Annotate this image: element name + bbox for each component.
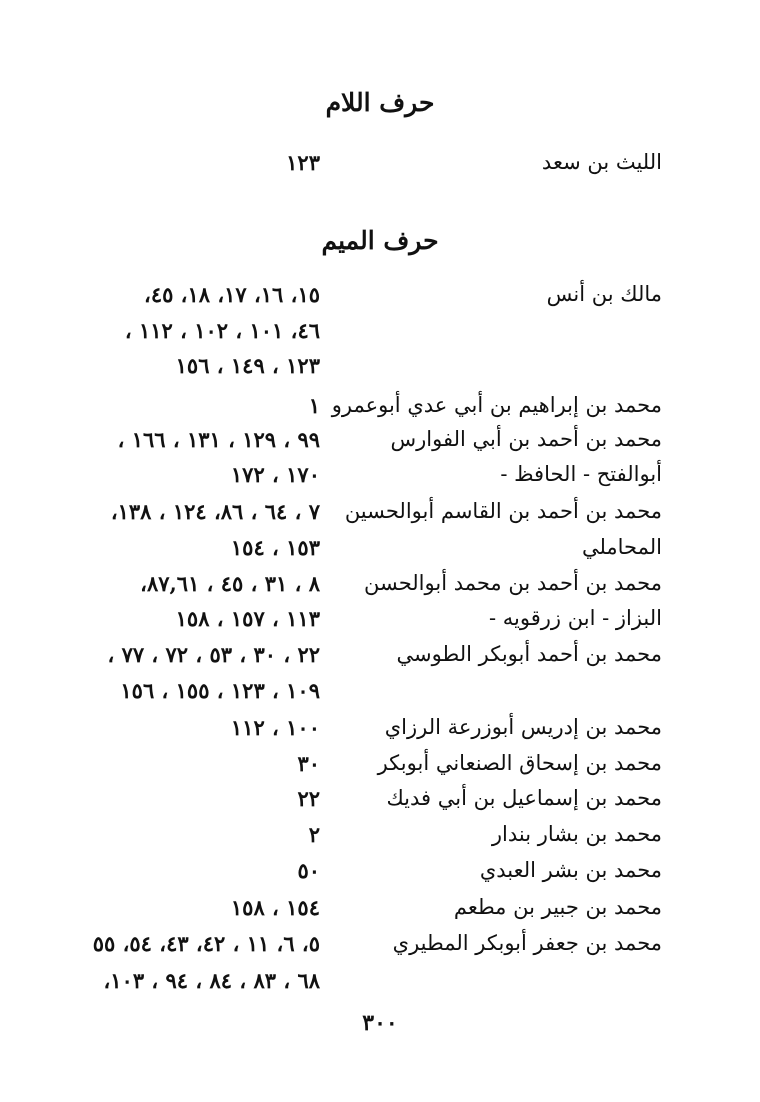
- entry-pages: ٤٦، ١٠١ ، ١٠٢ ، ١١٢ ،: [124, 318, 320, 343]
- entry-pages: ٦٨ ، ٨٣ ، ٨٤ ، ٩٤ ، ١٠٣،: [103, 968, 320, 993]
- entry-name: محمد بن إسحاق الصنعاني أبوبكر: [377, 751, 662, 775]
- entry-pages: ١٢٣: [286, 150, 320, 175]
- entry-name: محمد بن بشر العبدي: [479, 858, 662, 882]
- entry-name: محمد بن أحمد بن محمد أبوالحسن: [364, 571, 662, 595]
- index-entry-continuation: [0, 462, 760, 498]
- entry-pages: ١٥٣ ، ١٥٤: [230, 535, 320, 560]
- page-number: ٣٠٠: [362, 1010, 398, 1036]
- entry-name: محمد بن أحمد بن أبي الفوارس: [390, 427, 662, 451]
- entry-pages: ١٠٠ ، ١١٢: [230, 715, 320, 740]
- entry-pages: ٩٩ ، ١٢٩ ، ١٣١ ، ١٦٦ ،: [117, 427, 320, 452]
- entry-pages: ٢٢: [297, 786, 320, 811]
- index-entry-continuation: [0, 678, 760, 714]
- index-entry: [0, 150, 760, 186]
- index-entry: [0, 571, 760, 607]
- index-entry: [0, 751, 760, 787]
- index-entry: [0, 931, 760, 967]
- index-entry: [0, 282, 760, 318]
- entry-pages: ٨ ، ٣١ ، ٤٥ ، ٨٧,٦١،: [140, 571, 320, 596]
- entry-pages: ٢: [308, 822, 320, 847]
- entry-name: محمد بن بشار بندار: [491, 822, 662, 846]
- entry-name: محمد بن إبراهيم بن أبي عدي أبوعمرو: [331, 393, 662, 417]
- index-entry: [0, 822, 760, 858]
- section-heading-mim: حرف الميم: [321, 226, 439, 255]
- entry-pages: ١٥، ١٦، ١٧، ١٨، ٤٥،: [144, 282, 320, 307]
- entry-name: محمد بن إسماعيل بن أبي فديك: [386, 786, 662, 810]
- index-entry-continuation: [0, 535, 760, 571]
- entry-name: محمد بن جعفر أبوبكر المطيري: [392, 931, 662, 955]
- entry-name: الليث بن سعد: [541, 150, 662, 174]
- index-entry-continuation: [0, 606, 760, 642]
- index-entry-continuation: [0, 968, 760, 1004]
- entry-pages: ١١٣ ، ١٥٧ ، ١٥٨: [175, 606, 320, 631]
- entry-pages: ٧ ، ٦٤ ، ٨٦، ١٢٤ ، ١٣٨،: [110, 499, 320, 524]
- entry-name: محمد بن إدريس أبوزرعة الرزاي: [384, 715, 662, 739]
- entry-name: محمد بن جبير بن مطعم: [453, 895, 662, 919]
- index-entry: [0, 393, 760, 429]
- index-entry: [0, 499, 760, 535]
- index-entry: [0, 642, 760, 678]
- entry-pages: ٥٠: [297, 858, 320, 883]
- entry-pages: ١٧٠ ، ١٧٢: [230, 462, 320, 487]
- entry-pages: ٣٠: [297, 751, 320, 776]
- index-entry-continuation: [0, 353, 760, 389]
- entry-name: أبوالفتح - الحافظ -: [500, 462, 662, 486]
- entry-name: البزاز - ابن زرقويه -: [489, 606, 662, 630]
- index-entry: [0, 858, 760, 894]
- entry-pages: ١: [308, 393, 320, 418]
- index-entry: [0, 715, 760, 751]
- entry-pages: ٥، ٦، ١١ ، ٤٢، ٤٣، ٥٤، ٥٥: [92, 931, 320, 956]
- entry-pages: ٢٢ ، ٣٠ ، ٥٣ ، ٧٢ ، ٧٧ ،: [107, 642, 320, 667]
- entry-name: مالك بن أنس: [546, 282, 662, 306]
- entry-name: محمد بن أحمد أبوبكر الطوسي: [396, 642, 662, 666]
- index-entry: [0, 427, 760, 463]
- section-heading-lam: حرف اللام: [325, 88, 435, 117]
- index-entry: [0, 895, 760, 931]
- entry-name: المحاملي: [581, 535, 662, 559]
- entry-pages: ١٢٣ ، ١٤٩ ، ١٥٦: [175, 353, 320, 378]
- entry-pages: ١٠٩ ، ١٢٣ ، ١٥٥ ، ١٥٦: [120, 678, 320, 703]
- index-entry-continuation: [0, 318, 760, 354]
- entry-name: محمد بن أحمد بن القاسم أبوالحسين: [344, 499, 662, 523]
- index-entry: [0, 786, 760, 822]
- entry-pages: ١٥٤ ، ١٥٨: [230, 895, 320, 920]
